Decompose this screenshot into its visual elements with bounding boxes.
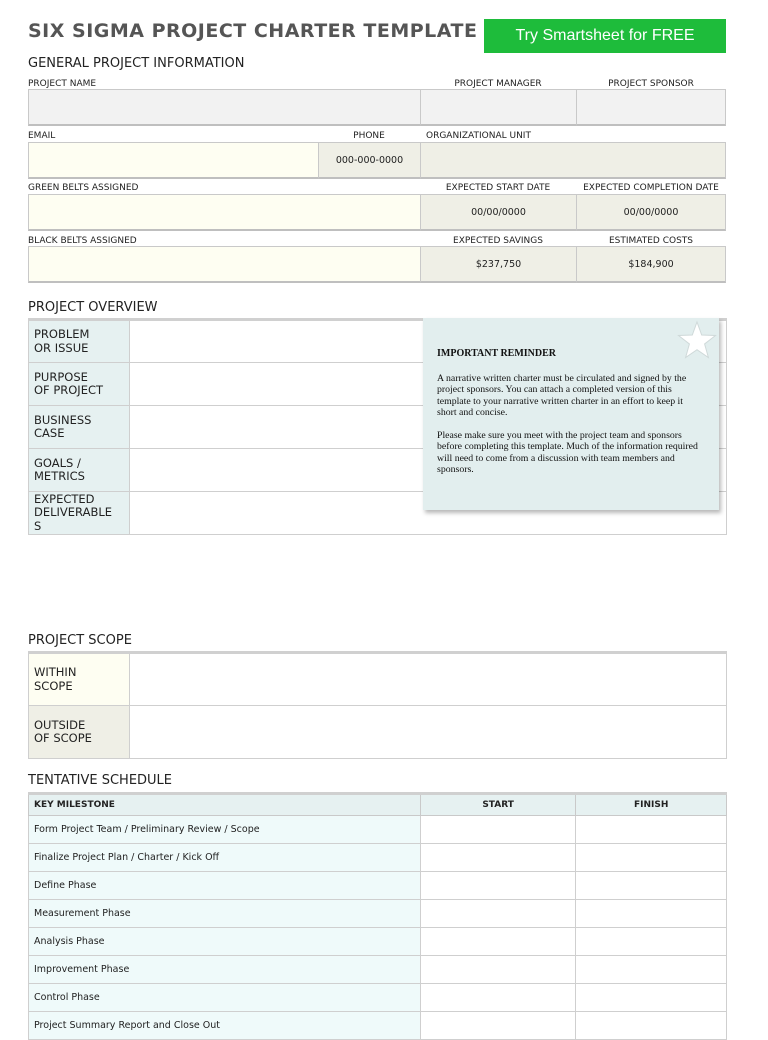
milestone-header: KEY MILESTONE [29,794,421,816]
overview-label: GOALS / METRICS [29,449,130,492]
finish-cell[interactable] [576,816,727,844]
milestone-cell[interactable]: Finalize Project Plan / Charter / Kick Off [29,844,421,872]
table-row [29,956,727,984]
within-scope-field[interactable] [130,653,727,706]
savings-field[interactable]: $237,750 [420,246,577,283]
scope-label: OUTSIDE OF SCOPE [29,706,130,759]
reminder-paragraph: Please make sure you meet with the project team and sponsors before completing this template. Much of the information required will need to come from a discussion with team members and sponsors. [437,429,698,475]
reminder-paragraph: A narrative written charter must be circulated and signed by the project sponsors. You can attach a completed version of this template to your narrative written charter in an effort to keep it short and concise. [437,372,687,418]
overview-label: PROBLEM OR ISSUE [29,320,130,363]
costs-label: ESTIMATED COSTS [608,236,694,246]
finish-cell[interactable] [576,844,727,872]
start-cell[interactable] [420,872,576,900]
costs-field[interactable]: $184,900 [576,246,726,283]
general-info-heading: GENERAL PROJECT INFORMATION [28,56,245,71]
scope-heading: PROJECT SCOPE [28,633,132,648]
schedule-heading: TENTATIVE SCHEDULE [28,773,173,788]
star-icon [677,320,717,360]
start-header: START [420,794,576,816]
completion-date-label: EXPECTED COMPLETION DATE [583,183,719,193]
phone-field[interactable]: 000-000-0000 [318,142,421,179]
milestone-cell[interactable]: Control Phase [29,984,421,1012]
completion-date-field[interactable]: 00/00/0000 [576,194,726,231]
table-row [29,900,727,928]
start-cell[interactable] [420,900,576,928]
page-title: SIX SIGMA PROJECT CHARTER TEMPLATE [28,20,478,42]
overview-label: PURPOSE OF PROJECT [29,363,130,406]
milestone-cell[interactable]: Project Summary Report and Close Out [29,1012,421,1040]
table-row [29,1012,727,1040]
finish-cell[interactable] [576,956,727,984]
reminder-note [423,318,719,510]
project-manager-field[interactable] [420,89,577,126]
overview-label: BUSINESS CASE [29,406,130,449]
finish-header: FINISH [576,794,727,816]
reminder-heading: IMPORTANT REMINDER [437,348,557,359]
milestone-cell[interactable]: Improvement Phase [29,956,421,984]
phone-label: PHONE [353,131,385,141]
project-name-label: PROJECT NAME [28,79,97,89]
table-row [29,928,727,956]
project-sponsor-label: PROJECT SPONSOR [608,79,694,89]
finish-cell[interactable] [576,928,727,956]
overview-heading: PROJECT OVERVIEW [28,300,158,315]
milestone-cell[interactable]: Measurement Phase [29,900,421,928]
green-belts-label: GREEN BELTS ASSIGNED [28,183,139,193]
start-date-field[interactable]: 00/00/0000 [420,194,577,231]
start-cell[interactable] [420,984,576,1012]
schedule-table [28,792,727,1040]
start-cell[interactable] [420,1012,576,1040]
table-row [29,984,727,1012]
scope-row [29,653,727,706]
start-cell[interactable] [420,928,576,956]
finish-cell[interactable] [576,872,727,900]
black-belts-field[interactable] [28,246,421,283]
outside-scope-field[interactable] [130,706,727,759]
org-unit-label: ORGANIZATIONAL UNIT [426,131,531,141]
table-row [29,872,727,900]
milestone-cell[interactable]: Analysis Phase [29,928,421,956]
table-row [29,844,727,872]
start-cell[interactable] [420,816,576,844]
project-manager-label: PROJECT MANAGER [454,79,542,89]
project-sponsor-field[interactable] [576,89,726,126]
finish-cell[interactable] [576,1012,727,1040]
start-date-label: EXPECTED START DATE [445,183,551,193]
schedule-header-row [29,794,727,816]
scope-row [29,706,727,759]
project-name-field[interactable] [28,89,421,126]
milestone-cell[interactable]: Form Project Team / Preliminary Review / Scope [29,816,421,844]
start-cell[interactable] [420,956,576,984]
try-smartsheet-button[interactable]: Try Smartsheet for FREE [484,19,726,53]
start-cell[interactable] [420,844,576,872]
black-belts-label: BLACK BELTS ASSIGNED [28,236,137,246]
overview-label: EXPECTED DELIVERABLE S [29,492,130,535]
org-unit-field[interactable] [420,142,726,179]
scope-table [28,651,727,759]
scope-label: WITHIN SCOPE [29,653,130,706]
finish-cell[interactable] [576,900,727,928]
table-row [29,816,727,844]
milestone-cell[interactable]: Define Phase [29,872,421,900]
email-label: EMAIL [28,131,56,141]
green-belts-field[interactable] [28,194,421,231]
finish-cell[interactable] [576,984,727,1012]
savings-label: EXPECTED SAVINGS [453,236,543,246]
email-field[interactable] [28,142,319,179]
